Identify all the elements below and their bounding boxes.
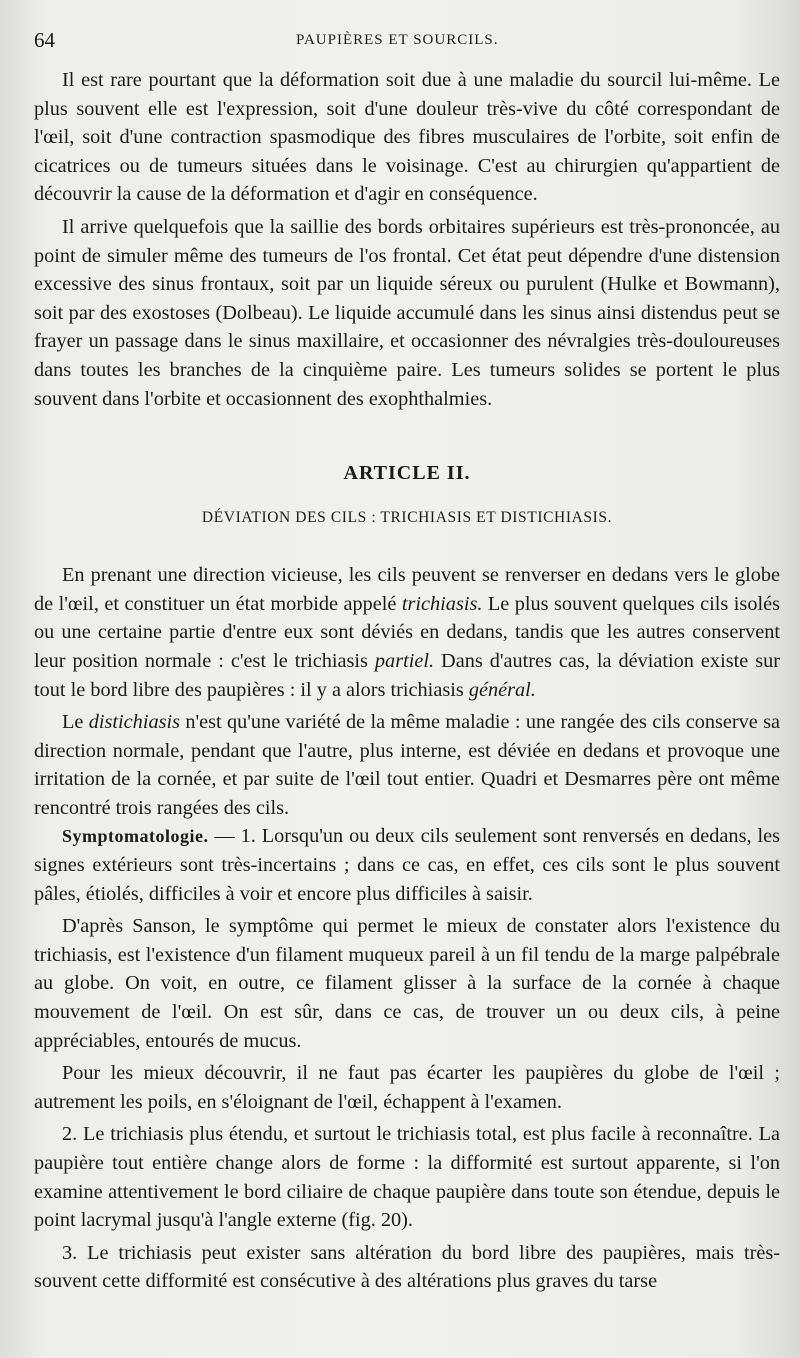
term-trichiasis: trichiasis. — [401, 592, 483, 615]
paragraph-7: Pour les mieux découvrir, il ne faut pas écarter les paupières du globe de l'œil ; autrement les poils, en s'éloignant de l'œil, échappent à l'examen. — [34, 1062, 780, 1113]
running-title: PAUPIÈRES ET SOURCILS. — [296, 32, 499, 48]
paragraph-1: Il est rare pourtant que la déformation soit due à une maladie du sourcil lui-même. Le plus souvent elle est l'expression, soit d'une douleur très-vive du côté correspondant de l'œil, soit d'une contraction spasmodique des fibres musculaires de l'orbite, soit enfin de cicatrices ou de tumeurs situées dans le voisinage. C'est au chirurgien qu'appartient de découvrir la cause de la déformation et d'agir en conséquence. — [34, 69, 780, 206]
term-general: général. — [468, 678, 536, 701]
paragraph-4: Le distichiasis n'est qu'une variété de la même maladie : une rangée des cils conserve sa direction normale, pendant que l'autre, plus interne, est déviée en dedans et provoque une irritation de la cornée, et par suite de l'œil tout entier. Quadri et Desmarres père ont même rencontré trois rangées des cils. — [34, 711, 780, 819]
paragraph-5: Symptomatologie. — 1. Lorsqu'un ou deux cils seulement sont renversés en dedans, les signes extérieurs sont très-incertains ; dans ce cas, en effet, ces cils sont le plus souvent pâles, étiolés, difficiles à voir et encore plus difficiles à saisir. — [34, 825, 780, 905]
page-number: 64 — [34, 28, 55, 52]
article-title: ARTICLE II. — [343, 462, 471, 485]
section-lead-symptomatologie: Symptomatologie. — [62, 826, 209, 847]
paragraph-9: 3. Le trichiasis peut exister sans altération du bord libre des paupières, mais très-souvent cette difformité est consécutive à des altérations plus graves du tarse — [34, 1241, 780, 1293]
page-header — [34, 28, 780, 58]
term-distichiasis: distichiasis — [88, 711, 181, 734]
paragraph-8: 2. Le trichiasis plus étendu, et surtout le trichiasis total, est plus facile à reconnaître. La paupière tout entière change alors de forme : la difformité est surtout apparente, si l'on examine attentivement le bord ciliaire de chaque paupière dans toute son étendue, depuis le point lacrymal jusqu'à l'angle externe (fig. 20). — [34, 1123, 780, 1232]
paragraph-3: En prenant une direction vicieuse, les cils peuvent se renverser en dedans vers le globe de l'œil, et constituer un état morbide appelé trichiasis. Le plus souvent quelques cils isolés ou une certaine partie d'entre eux sont déviés en dedans, tandis que les autres conservent leur position normale : c'est le trichiasis partiel. Dans d'autres cas, la déviation existe sur tout le bord libre des paupières : il y a alors trichiasis général. — [34, 564, 781, 701]
paragraph-2: Il arrive quelquefois que la saillie des bords orbitaires supérieurs est très-prononcée, au point de simuler même des tumeurs de l'os frontal. Cet état peut dépendre d'une distension excessive des sinus frontaux, soit par un liquide séreux ou purulent (Hulke et Bowmann), soit par des exostoses (Dolbeau). Le liquide accumulé dans les sinus ainsi distendus peut se frayer un passage dans le sinus maxillaire, et occasionner des névralgies très-douloureuses dans toutes les branches de la cinquième paire. Les tumeurs solides se portent le plus souvent dans l'orbite et occasionnent des exophthalmies. — [34, 215, 780, 410]
paragraph-6: D'après Sanson, le symptôme qui permet le mieux de constater alors l'existence du trichiasis, est l'existence d'un filament muqueux pareil à un fil tendu de la marge palpébrale au globe. On voit, en outre, ce filament glisser à la surface de la cornée à chaque mouvement de l'œil. On est sûr, dans ce cas, de trouver un ou deux cils, à peine appréciables, entourés de mucus. — [34, 915, 780, 1052]
term-partiel: partiel. — [374, 649, 435, 672]
article-subtitle: DÉVIATION DES CILS : TRICHIASIS ET DISTICHIASIS. — [201, 509, 613, 527]
